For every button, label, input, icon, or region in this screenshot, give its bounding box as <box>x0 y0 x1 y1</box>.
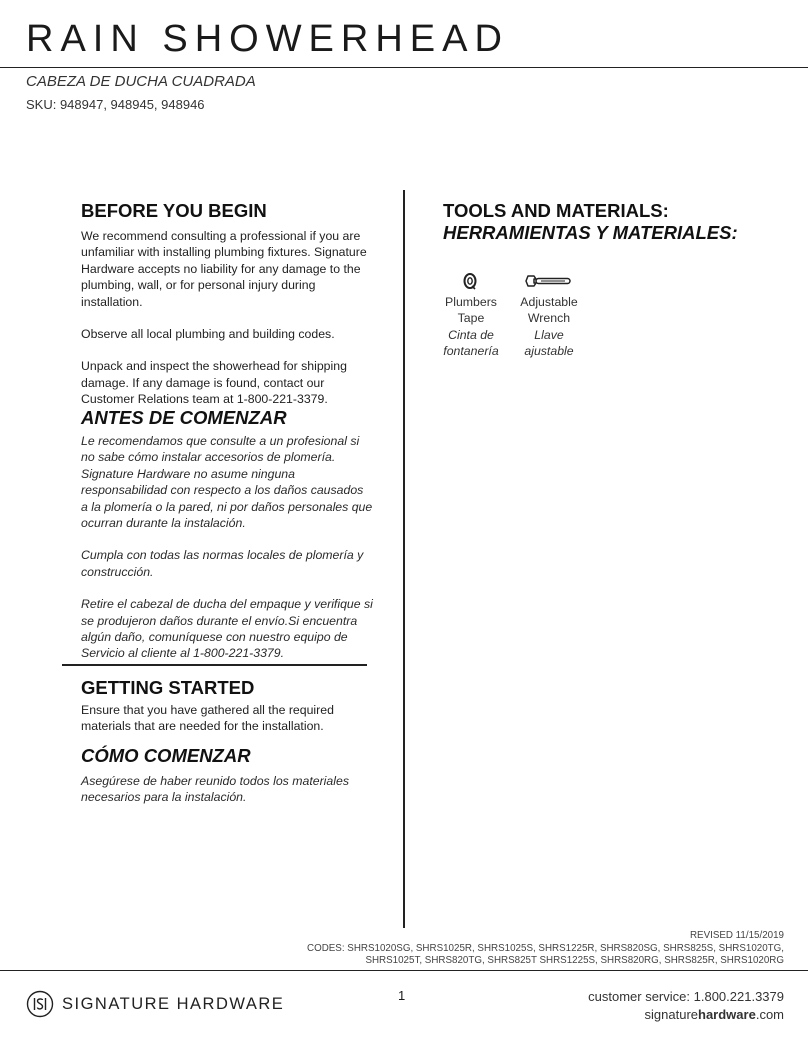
footer-divider <box>0 970 808 971</box>
tool-label-en-1: Plumbers <box>445 295 497 309</box>
antes-paragraph-3: Retire el cabezal de ducha del empaque y verifique si se produjeron daños durante el envío.Si encuentra algún daño, comuníquese con nuestro equipo de Servicio al cliente al 1-800-221-3379. <box>81 597 373 661</box>
tool-label-es-1: Llave <box>534 327 564 342</box>
tool-adjustable-wrench <box>513 268 585 360</box>
page-title: RAIN SHOWERHEAD <box>26 18 509 60</box>
section-divider <box>62 664 367 666</box>
brand-logo <box>26 990 284 1018</box>
customer-service-label: customer service: <box>588 989 690 1004</box>
column-divider <box>403 190 405 928</box>
antes-paragraph-2: Cumpla con todas las normas locales de plomería y construcción. <box>81 548 364 579</box>
before-you-begin-section <box>81 200 373 408</box>
tools-heading: TOOLS AND MATERIALS: <box>443 200 669 221</box>
tool-label-en-2: Tape <box>457 311 485 326</box>
website-link[interactable] <box>588 1006 784 1024</box>
customer-service-phone: 1.800.221.3379 <box>693 989 784 1004</box>
before-paragraph-2: Observe all local plumbing and building codes. <box>81 327 335 342</box>
before-paragraph-3: Unpack and inspect the showerhead for shipping damage. If any damage is found, contact our Customer Relations team at 1-800-221-3379. <box>81 359 347 407</box>
como-comenzar-paragraph: Asegúrese de haber reunido todos los materiales necesarios para la instalación. <box>81 774 349 805</box>
sku-list: SKU: 948947, 948945, 948946 <box>26 97 205 112</box>
antes-paragraph-1: Le recomendamos que consulte a un profesional si no sabe cómo instalar accesorios de plomería. Signature Hardware no asume ninguna responsabilidad con respecto a los daños causados a la plomería o la pared, ni por daños personales que ocurran durante la instalación. <box>81 434 373 531</box>
brand-name: SIGNATURE HARDWARE <box>62 994 285 1013</box>
title-divider <box>0 67 808 68</box>
como-comenzar-section <box>81 745 373 806</box>
tool-label-es-2: ajustable <box>524 344 574 359</box>
revised-date: REVISED 11/15/2019 <box>689 930 784 941</box>
herramientas-heading: HERRAMIENTAS Y MATERIALES: <box>443 222 738 243</box>
model-codes-line-2: SHRS1025T, SHRS820TG, SHRS825T SHRS1225S, SHRS820RG, SHRS825R, SHRS1020RG <box>365 955 784 966</box>
tool-plumbers-tape <box>440 268 502 360</box>
before-paragraph-1: We recommend consulting a professional if you are unfamiliar with installing plumbing fixtures. Signature Hardware accepts no liability for any damage to the plumbing, wall, or for personal injury during installation. <box>81 229 367 309</box>
model-codes-line-1: CODES: SHRS1020SG, SHRS1025R, SHRS1025S, SHRS1225R, SHRS820SG, SHRS825S, SHRS1020TG, <box>307 943 784 954</box>
page-number: 1 <box>398 988 406 1003</box>
tool-label-es-2: fontanería <box>443 344 499 359</box>
page-subtitle: CABEZA DE DUCHA CUADRADA <box>26 73 256 90</box>
before-you-begin-heading: BEFORE YOU BEGIN <box>81 200 267 221</box>
customer-service-block <box>588 988 784 1024</box>
tool-label-en-2: Wrench <box>527 311 571 326</box>
tools-section <box>443 200 738 244</box>
plumbers-tape-icon <box>440 268 502 294</box>
tool-label-es-1: Cinta de <box>448 327 494 342</box>
signature-hardware-logo-icon <box>26 990 54 1018</box>
website-part-1: signature <box>644 1007 699 1022</box>
getting-started-section <box>81 677 373 735</box>
getting-started-heading: GETTING STARTED <box>81 677 255 698</box>
getting-started-paragraph: Ensure that you have gathered all the required materials that are needed for the installation. <box>81 703 334 734</box>
adjustable-wrench-icon <box>513 268 585 294</box>
tool-label-en-1: Adjustable <box>520 295 578 309</box>
antes-de-comenzar-heading: ANTES DE COMENZAR <box>81 407 287 428</box>
como-comenzar-heading: CÓMO COMENZAR <box>81 745 251 766</box>
antes-de-comenzar-section <box>81 407 373 662</box>
website-part-3: .com <box>755 1007 784 1022</box>
website-part-2: hardware <box>698 1007 756 1022</box>
